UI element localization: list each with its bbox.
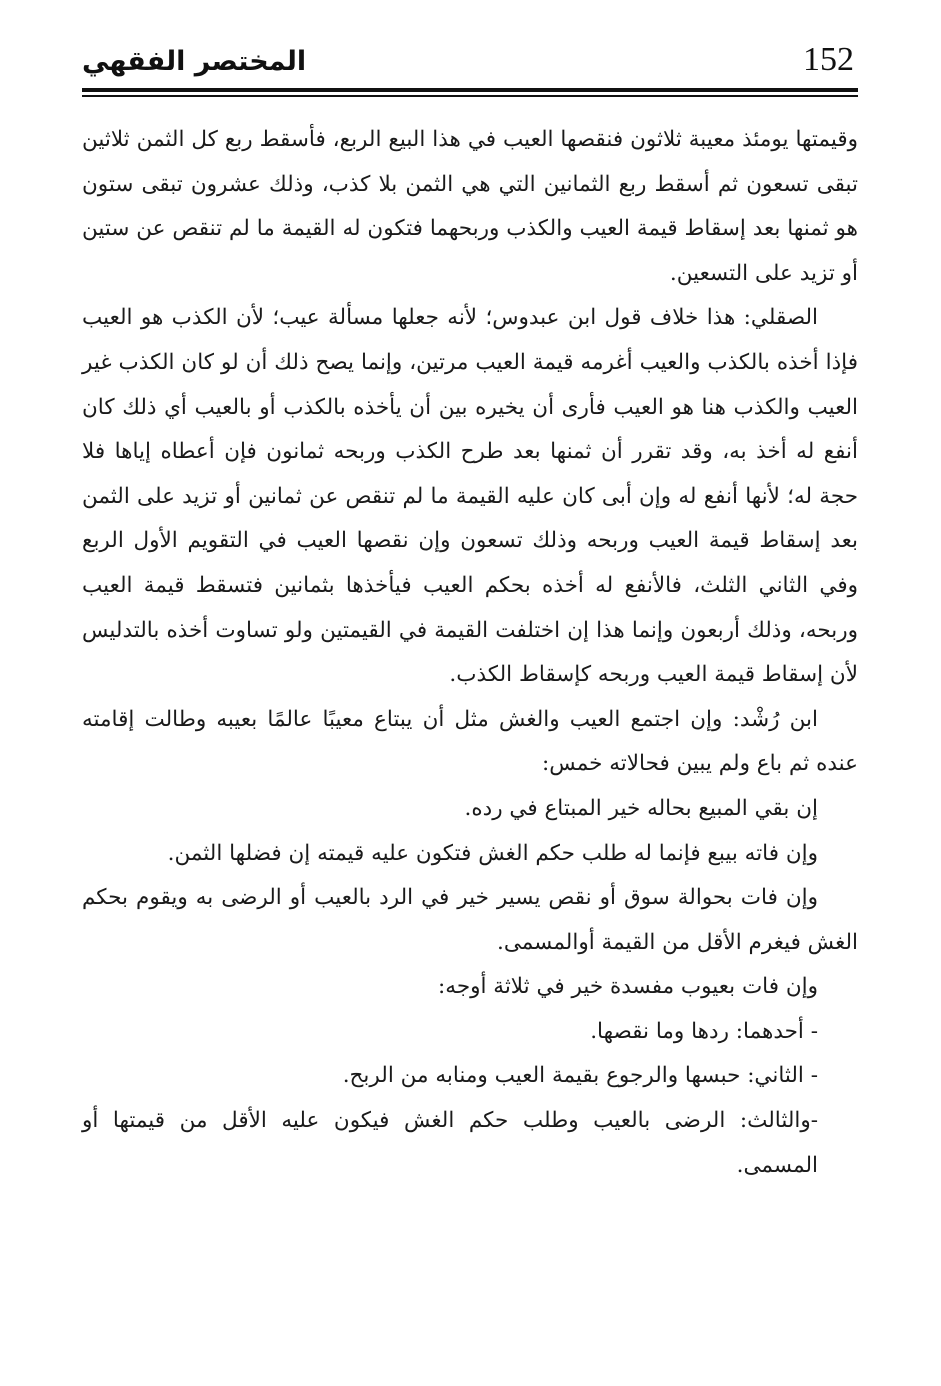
page-header: [82, 36, 858, 96]
running-title: المختصر الفقهي: [82, 46, 307, 77]
paragraph-continuation: وقيمتها يومئذ معيبة ثلاثون فنقصها العيب في هذا البيع الربع، فأسقط ربع كل الثمن ثلاثين تبقى تسعون ثم أسقط ربع الثمانين التي هي الثمن بلا كذب، وذلك عشرون تبقى ستون هو ثمنها بعد إسقاط قيمة العيب والكذب وربحهما فتكون له القيمة ما لم تنقص عن ستين أو تزيد على التسعين.: [82, 127, 858, 286]
header-rule-thin: [82, 95, 858, 97]
list-item-third: -والثالث: الرضى بالعيب وطلب حكم الغش فيكون عليه الأقل من قيمتها أو المسمى.: [82, 1108, 818, 1178]
paragraph-case-2: وإن فاته بيبع فإنما له طلب حكم الغش فتكون عليه قيمته إن فضلها الثمن.: [167, 840, 818, 866]
paragraph-case-1: إن بقي المبيع بحاله خير المبتاع في رده.: [464, 795, 818, 821]
paragraph-case-3: وإن فات بحوالة سوق أو نقص يسير خير في الرد بالعيب أو الرضى به ويقوم بحكم الغش فيغرم الأقل من القيمة أوالمسمى.: [82, 885, 858, 955]
paragraph-siqilli: الصقلي: هذا خلاف قول ابن عبدوس؛ لأنه جعلها مسألة عيب؛ لأن الكذب هو العيب فإذا أخذه بالكذب والعيب أغرمه قيمة العيب مرتين، وإنما يصح ذلك أن لو كان الكذب غير العيب والكذب هنا هو العيب فأرى أن يخيره بين أن يأخذه بالكذب أو بالعيب أي ذلك كان أنفع له أخذ به، وقد تقرر أن ثمنها بعد طرح الكذب وربحه ثمانون فإن أعطاه إياها فلا حجة له؛ لأنها أنفع له وإن أبى كان عليه القيمة ما لم تنقص عن ثمانين أو تزيد على الثمن بعد إسقاط قيمة العيب وربحه وذلك تسعون وإن نقصها العيب في التقويم الأول الربع وفي الثاني الثلث، فالأنفع له أخذه بحكم العيب فيأخذها بثمانين فتسقط قيمة العيب وربحه، وذلك أربعون وإنما هذا إن اختلفت القيمة في القيمتين ولو تساوت أخذه بالتدليس لأن إسقاط قيمة العيب وربحه كإسقاط الكذب.: [82, 305, 858, 688]
paragraph-case-4: وإن فات بعيوب مفسدة خير في ثلاثة أوجه:: [438, 974, 818, 1000]
page-number: 152: [803, 41, 854, 78]
body-text: [82, 118, 858, 1188]
paragraph-ibn-rushd: ابن رُشْد: وإن اجتمع العيب والغش مثل أن يبتاع معيبًا عالمًا بعيبه وطالت إقامته عنده ثم باع ولم يبين فحالاته خمس:: [82, 706, 858, 777]
header-rule-thick: [82, 88, 858, 92]
list-item-second: - الثاني: حبسها والرجوع بقيمة العيب ومنابه من الربح.: [342, 1063, 818, 1089]
list-item-first: - أحدهما: ردها وما نقصها.: [590, 1018, 818, 1044]
